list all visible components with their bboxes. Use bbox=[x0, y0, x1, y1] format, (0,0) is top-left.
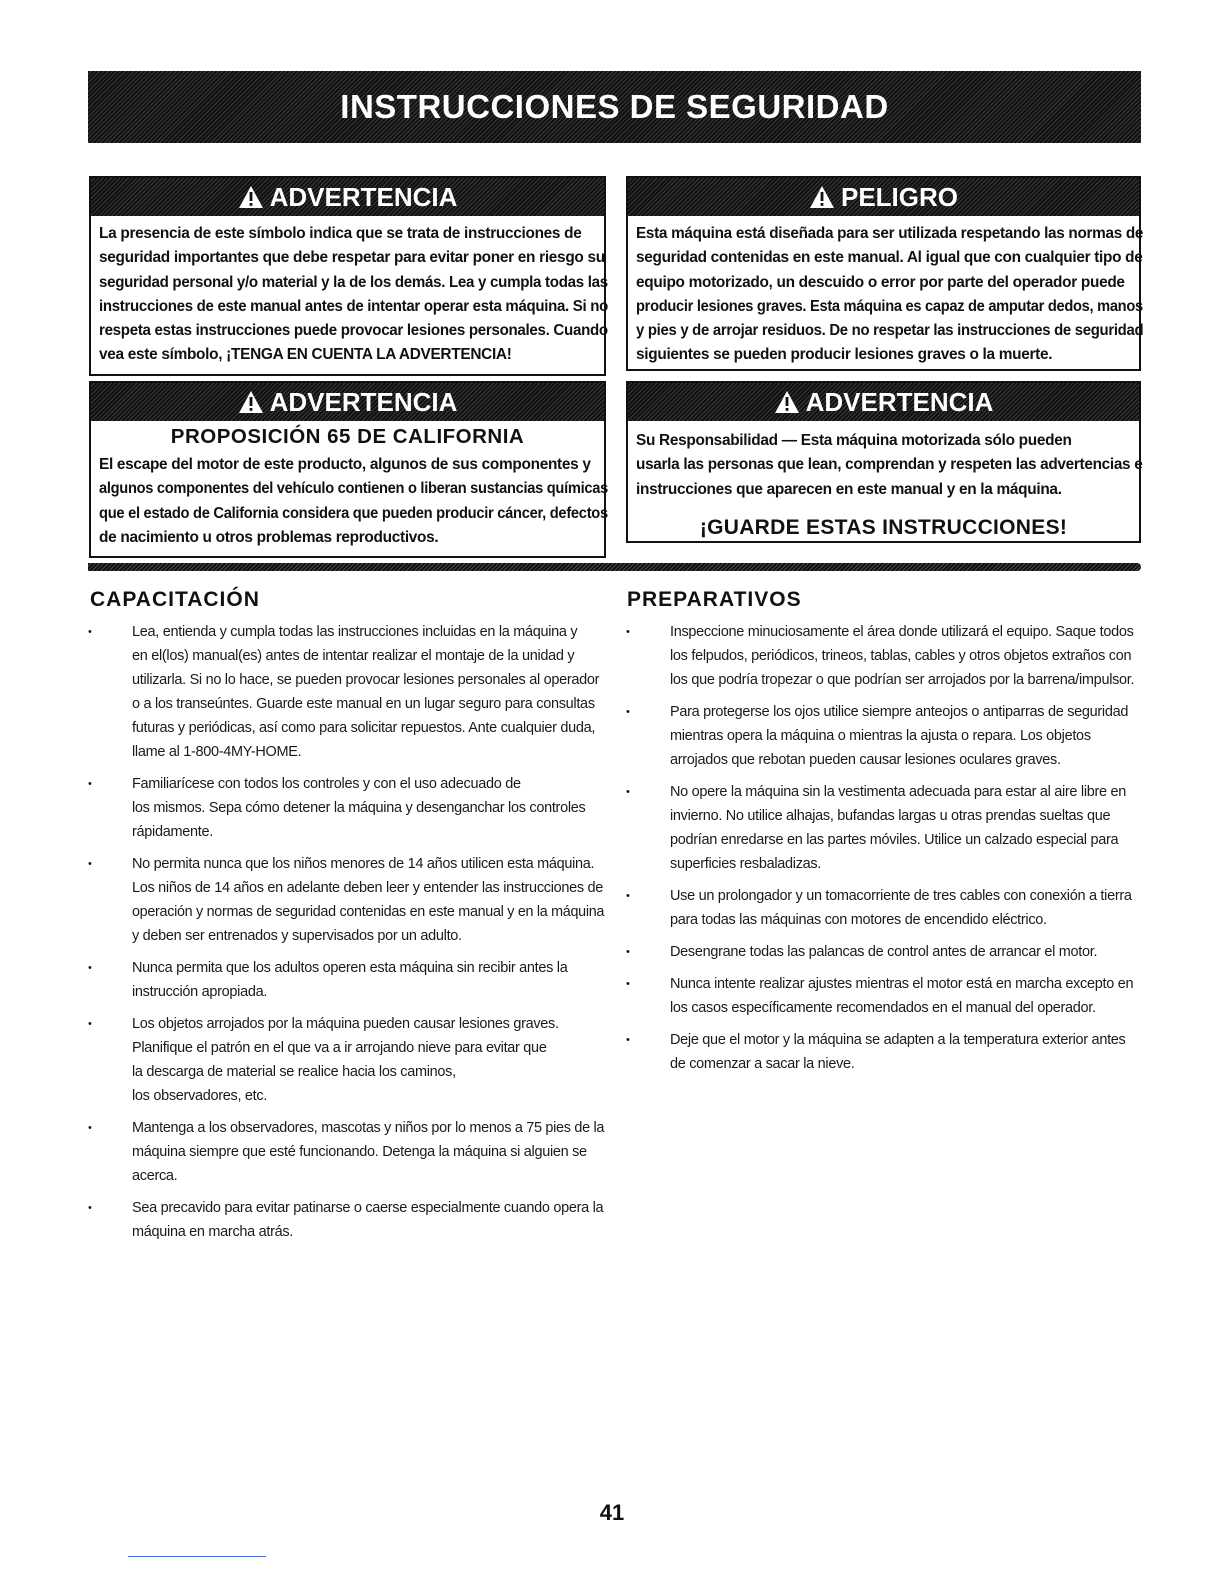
capacitacion-title: CAPACITACIÓN bbox=[90, 588, 260, 611]
capacitacion-list bbox=[88, 620, 608, 1252]
text-line: producir lesiones graves. Esta máquina es capaz de amputar dedos, manos bbox=[636, 297, 1143, 315]
list-line: superficies resbaladizas. bbox=[670, 856, 822, 872]
page-title: INSTRUCCIONES DE SEGURIDAD bbox=[340, 88, 889, 125]
text-line: respeta estas instrucciones puede provocar lesiones personales. Cuando bbox=[99, 322, 608, 340]
list-line: mientras opera la máquina o mientras la ajusta o repara. Los objetos bbox=[670, 728, 1091, 744]
footer-line bbox=[128, 1556, 266, 1557]
advertencia-label: ADVERTENCIA bbox=[269, 386, 458, 417]
list-line: acerca. bbox=[132, 1168, 178, 1184]
text-line: Esta máquina está diseñada para ser utilizada respetando las normas de bbox=[636, 225, 1144, 242]
list-item bbox=[88, 1116, 608, 1188]
text-line: y pies y de arrojar residuos. De no respetar las instrucciones de seguridad bbox=[636, 322, 1144, 340]
peligro-label: PELIGRO bbox=[840, 181, 958, 212]
text-line-part: Esta máquina motorizada sólo pueden bbox=[800, 432, 1072, 449]
list-line: utilizarla. Si no lo hace, se pueden provocar lesiones personales al operador bbox=[132, 672, 600, 688]
list-line: • Desengrane todas las palancas de control antes de arrancar el motor. bbox=[670, 944, 1098, 960]
list-line: • No permita nunca que los niños menores de 14 años utilicen esta máquina. bbox=[132, 856, 595, 872]
guarde-instrucciones: ¡GUARDE ESTAS INSTRUCCIONES! bbox=[699, 515, 1068, 539]
list-item bbox=[88, 772, 608, 844]
list-item bbox=[626, 884, 1146, 932]
text-line: que el estado de California considera que pueden producir cáncer, defectos bbox=[99, 504, 608, 522]
list-line: operación y normas de seguridad contenidas en este manual y en la máquina bbox=[132, 904, 605, 920]
text-line: instrucciones de este manual antes de intentar operar esta máquina. Si no bbox=[99, 297, 609, 315]
list-item bbox=[626, 620, 1146, 692]
list-line: • Lea, entienda y cumpla todas las instrucciones incluidas en la máquina y bbox=[132, 624, 578, 640]
text-line: usarla las personas que lean, comprendan y respeten las advertencias e bbox=[636, 456, 1143, 474]
list-line: • Deje que el motor y la máquina se adapten a la temperatura exterior antes bbox=[670, 1032, 1126, 1048]
warning-icon bbox=[774, 390, 800, 414]
list-item bbox=[88, 1012, 608, 1108]
warning-icon bbox=[238, 185, 264, 209]
advertencia-header bbox=[91, 383, 604, 421]
advertencia-box-responsabilidad bbox=[626, 381, 1141, 543]
list-line: máquina siempre que esté funcionando. Detenga la máquina si alguien se bbox=[132, 1144, 587, 1160]
advertencia-header bbox=[91, 178, 604, 216]
advertencia-label: ADVERTENCIA bbox=[269, 181, 458, 212]
list-item bbox=[88, 956, 608, 1004]
list-line: los mismos. Sepa cómo detener la máquina y desenganchar los controles bbox=[132, 800, 586, 816]
list-item bbox=[626, 1028, 1146, 1076]
list-line: o a los transeúntes. Guarde este manual en un lugar seguro para consultas bbox=[132, 696, 595, 712]
list-line: llame al 1-800-4MY-HOME. bbox=[132, 744, 302, 760]
list-line: de comenzar a sacar la nieve. bbox=[670, 1056, 855, 1072]
list-line: podrían enredarse en las partes móviles. Utilice un calzado especial para bbox=[670, 832, 1119, 848]
list-item bbox=[626, 972, 1146, 1020]
list-line: • Nunca intente realizar ajustes mientras el motor está en marcha excepto en bbox=[670, 976, 1134, 992]
list-item bbox=[626, 700, 1146, 772]
prop65-subtitle: PROPOSICIÓN 65 DE CALIFORNIA bbox=[170, 425, 525, 448]
list-item bbox=[88, 1196, 608, 1244]
list-line: • Use un prolongador y un tomacorriente de tres cables con conexión a tierra bbox=[670, 888, 1132, 904]
section-divider bbox=[88, 563, 1141, 571]
warning-icon bbox=[809, 185, 835, 209]
list-line: para todas las máquinas con motores de encendido eléctrico. bbox=[670, 912, 1047, 928]
list-line: • Inspeccione minuciosamente el área donde utilizará el equipo. Saque todos bbox=[670, 624, 1134, 640]
list-line: en el(los) manual(es) antes de intentar realizar el montaje de la unidad y bbox=[132, 648, 575, 664]
list-line: rápidamente. bbox=[132, 824, 213, 840]
prop65-text bbox=[91, 453, 608, 550]
responsabilidad-text bbox=[628, 421, 1143, 502]
list-line: • Para protegerse los ojos utilice siempre anteojos o antiparras de seguridad bbox=[670, 704, 1129, 720]
list-line: invierno. No utilice alhajas, bufandas largas u otras prendas sueltas que bbox=[670, 808, 1111, 824]
text-line: seguridad personal y/o material y la de los demás. Lea y cumpla todas las bbox=[99, 273, 608, 291]
text-line: La presencia de este símbolo indica que se trata de instrucciones de bbox=[99, 225, 582, 242]
text-line bbox=[636, 429, 1129, 453]
list-line: • Los objetos arrojados por la máquina pueden causar lesiones graves. bbox=[132, 1016, 559, 1032]
text-line: instrucciones que aparecen en este manual y en la máquina. bbox=[636, 480, 1062, 498]
list-line: • Mantenga a los observadores, mascotas y niños por lo menos a 75 pies de la bbox=[132, 1120, 605, 1136]
text-line: equipo motorizado, un descuido o error por parte del operador puede bbox=[636, 273, 1125, 291]
page-number: 41 bbox=[599, 1500, 625, 1525]
list-line: los que podría tropezar o que podrían ser arrojados por la barrena/impulsor. bbox=[670, 672, 1135, 688]
list-item bbox=[88, 852, 608, 948]
peligro-text bbox=[628, 216, 1144, 368]
list-line: los felpudos, periódicos, trineos, tablas, cables y otros objetos extraños con bbox=[670, 648, 1132, 664]
responsabilidad-label: Su Responsabilidad bbox=[636, 432, 778, 449]
list-item bbox=[626, 940, 1146, 964]
text-line: seguridad importantes que debe respetar para evitar poner en riesgo su bbox=[99, 249, 605, 267]
list-item bbox=[626, 780, 1146, 876]
text-line: algunos componentes del vehículo contienen o liberan sustancias químicas bbox=[99, 480, 608, 498]
peligro-header bbox=[628, 178, 1139, 216]
text-line: seguridad contenidas en este manual. Al igual que con cualquier tipo de bbox=[636, 249, 1143, 267]
text-line: de nacimiento u otros problemas reproductivos. bbox=[99, 528, 439, 546]
list-line: instrucción apropiada. bbox=[132, 984, 268, 1000]
text-line: siguientes se pueden producir lesiones graves o la muerte. bbox=[636, 346, 1053, 364]
list-line: arrojados que rebotan pueden causar lesiones oculares graves. bbox=[670, 752, 1061, 768]
advertencia-header bbox=[628, 383, 1139, 421]
advertencia-box-symbol bbox=[89, 176, 609, 376]
advertencia-text bbox=[91, 216, 609, 368]
list-line: • Sea precavido para evitar patinarse o caerse especialmente cuando opera la bbox=[132, 1200, 604, 1216]
text-line: El escape del motor de este producto, algunos de sus componentes y bbox=[99, 456, 591, 473]
list-line: y deben ser entrenados y supervisados por un adulto. bbox=[132, 928, 462, 944]
text-line: vea este símbolo, ¡TENGA EN CUENTA LA ADVERTENCIA! bbox=[99, 346, 512, 364]
list-line: futuras y periódicas, así como para solicitar repuestos. Ante cualquier duda, bbox=[132, 720, 596, 736]
advertencia-box-prop65 bbox=[89, 381, 606, 558]
dash: — bbox=[777, 432, 801, 449]
advertencia-label: ADVERTENCIA bbox=[805, 386, 994, 417]
list-line: Planifique el patrón en el que va a ir arrojando nieve para evitar que bbox=[132, 1040, 547, 1056]
list-line: los observadores, etc. bbox=[132, 1088, 268, 1104]
page-banner bbox=[88, 71, 1141, 143]
list-line: • No opere la máquina sin la vestimenta adecuada para estar al aire libre en bbox=[670, 784, 1127, 800]
list-line: los casos específicamente recomendados en el manual del operador. bbox=[670, 1000, 1096, 1016]
peligro-box bbox=[626, 176, 1144, 371]
list-line: máquina en marcha atrás. bbox=[132, 1224, 294, 1240]
list-line: • Familiarícese con todos los controles y con el uso adecuado de bbox=[132, 776, 521, 792]
preparativos-title: PREPARATIVOS bbox=[627, 588, 802, 611]
list-line: • Nunca permita que los adultos operen esta máquina sin recibir antes la bbox=[132, 960, 568, 976]
list-item bbox=[88, 620, 608, 764]
list-line: la descarga de material se realice hacia los caminos, bbox=[132, 1064, 456, 1080]
preparativos-list bbox=[626, 620, 1146, 1084]
list-line: Los niños de 14 años en adelante deben leer y entender las instrucciones de bbox=[132, 880, 604, 896]
warning-icon bbox=[238, 390, 264, 414]
